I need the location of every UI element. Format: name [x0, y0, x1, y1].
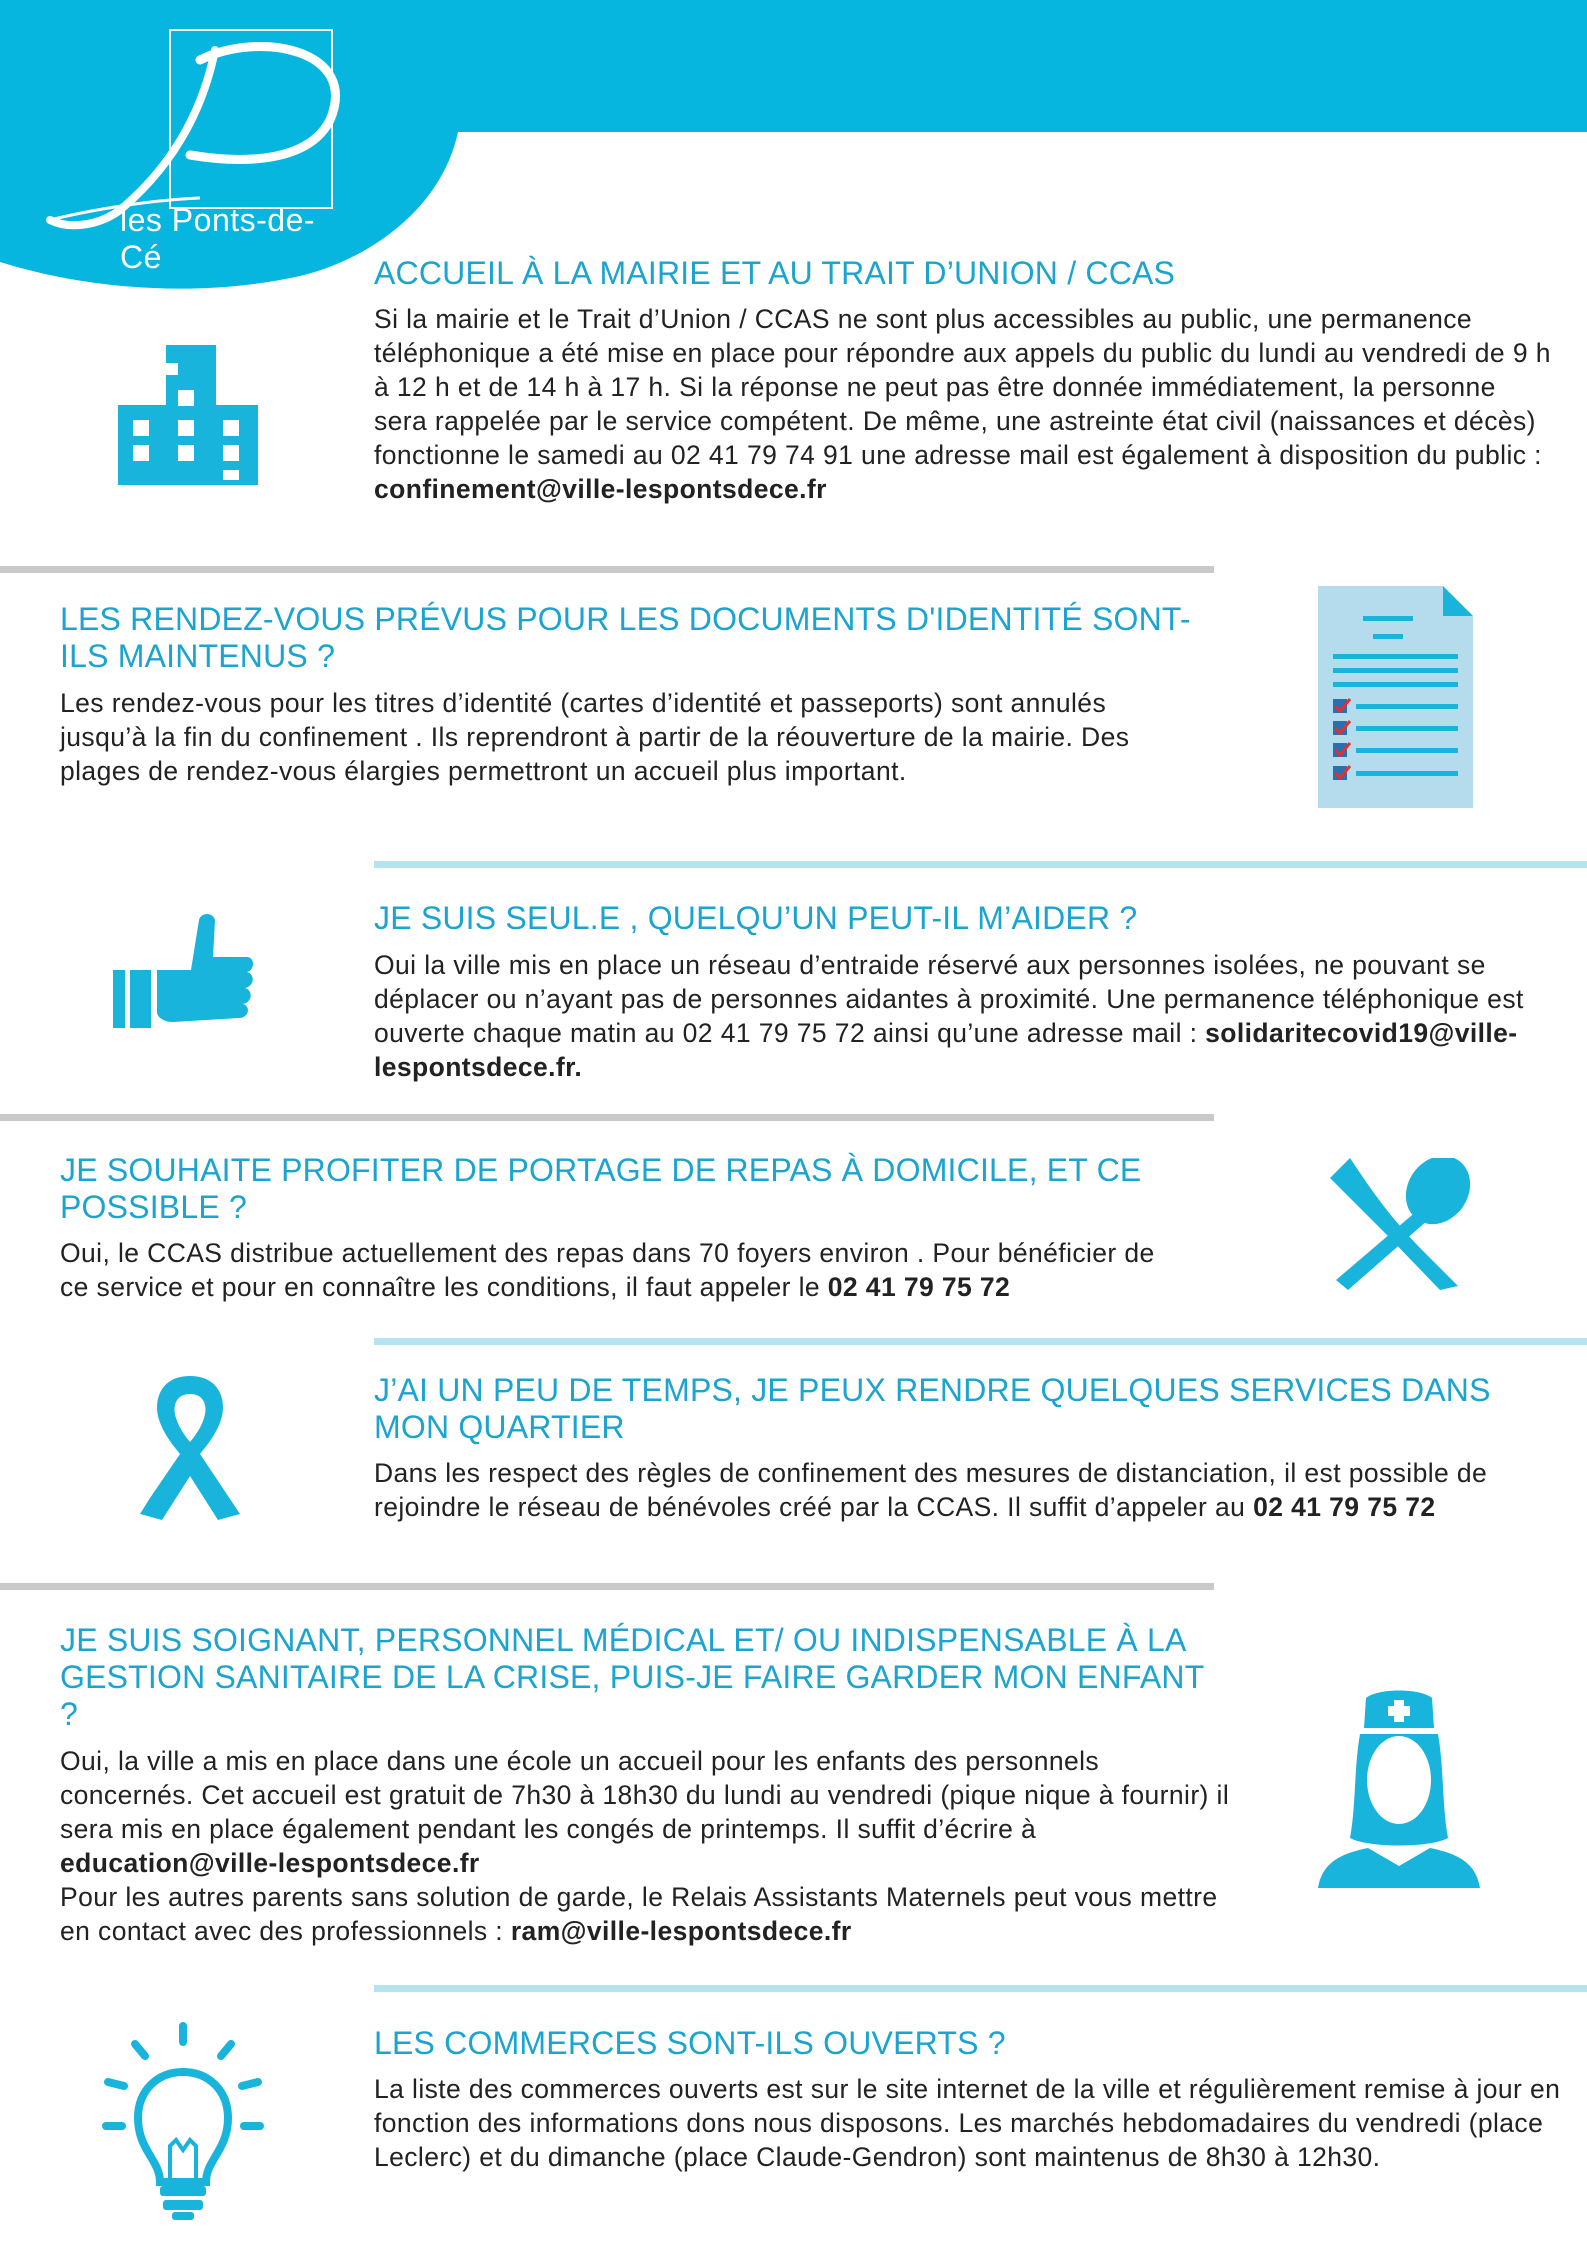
section-title: ACCUEIL À LA MAIRIE ET AU TRAIT D’UNION / CCAS [374, 255, 1176, 291]
section-body: La liste des commerces ouverts est sur le site internet de la ville et régulièrement remise à jour en fonction des informations dons nous disposons. Les marchés hebdomadaires du vendredi (place Leclerc) et du dimanche (place Claude-Gendron) sont maintenus de 8h30 à 12h30. [374, 2074, 1561, 2172]
section-title: JE SOUHAITE PROFITER DE PORTAGE DE REPAS À DOMICILE, ET CE POSSIBLE ? [60, 1152, 1142, 1225]
section-divider [0, 1583, 1214, 1590]
building-icon [118, 345, 258, 485]
section-title: LES COMMERCES SONT-ILS OUVERTS ? [374, 2025, 1006, 2061]
section-divider [0, 566, 1214, 573]
section-title: J’AI UN PEU DE TEMPS, JE PEUX RENDRE QUELQUES SERVICES DANS MON QUARTIER [374, 1372, 1491, 1445]
section-body: Les rendez-vous pour les titres d’identité (cartes d’identité et passeports) sont annulés jusqu’à la fin du confinement . Ils reprendront à partir de la réouverture de la mairie. Des plages de rendez-vous élargies permettront un accueil plus important. [60, 688, 1130, 786]
email-link[interactable]: education@ville-lespontsdece.fr [60, 1848, 480, 1878]
knife-spoon-icon [1330, 1158, 1470, 1290]
email-link[interactable]: ram@ville-lespontsdece.fr [510, 1916, 852, 1946]
logo-mark [30, 20, 350, 230]
section-title: LES RENDEZ-VOUS PRÉVUS POUR LES DOCUMENTS D'IDENTITÉ SONT-ILS MAINTENUS ? [60, 601, 1191, 674]
section-divider [374, 1338, 1587, 1345]
section-body: Oui la ville mis en place un réseau d’entraide réservé aux personnes isolées, ne pouvant se déplacer ou n’ayant pas de personnes aidantes à proximité. Une permanence téléphonique est ouverte chaque matin au 02 41 79 75 72 ainsi qu’une adresse mail : solidaritecovid19@ville-lespontsdece.fr. [374, 950, 1524, 1082]
nurse-icon [1318, 1688, 1480, 1888]
section-body: Oui, la ville a mis en place dans une école un accueil pour les enfants des personnels concernés. Cet accueil est gratuit de 7h30 à 18h30 du lundi au vendredi (pique nique à fournir) il sera mis en place également pendant les congés de printemps. Il suffit d’écrire à education@ville-lespontsdece.fr Pour les autres parents sans solution de garde, le Relais Assistants Maternels peut vous mettre en contact avec des professionnels : ram@ville-lespontsdece.fr [60, 1746, 1230, 1946]
lightbulb-icon [100, 2022, 266, 2222]
section-title: JE SUIS SOIGNANT, PERSONNEL MÉDICAL ET/ OU INDISPENSABLE À LA GESTION SANITAIRE DE LA CRISE, PUIS-JE FAIRE GARDER MON ENFANT ? [60, 1622, 1204, 1732]
logo-text: les Ponts-de-Cé [120, 202, 316, 275]
email-link[interactable]: solidaritecovid19@ville-lespontsdece.fr. [374, 1018, 1518, 1082]
section-title: JE SUIS SEUL.E , QUELQU’UN PEUT-IL M’AIDER ? [374, 900, 1138, 936]
city-logo [30, 20, 350, 275]
section-divider [374, 1985, 1587, 1992]
email-link[interactable]: confinement@ville-lespontsdece.fr [374, 474, 827, 504]
document-checklist-icon [1318, 586, 1473, 808]
thumbs-up-icon [113, 912, 255, 1028]
section-body: Oui, le CCAS distribue actuellement des repas dans 70 foyers environ . Pour bénéficier de ce service et pour en connaître les conditions, il faut appeler le 02 41 79 75 72 [60, 1238, 1155, 1302]
section-body: Dans les respect des règles de confinement des mesures de distanciation, il est possible de rejoindre le réseau de bénévoles créé par la CCAS. Il suffit d’appeler au 02 41 79 75 72 [374, 1458, 1488, 1522]
ribbon-icon [140, 1370, 240, 1520]
phone-number: 02 41 79 75 72 [1253, 1492, 1436, 1522]
phone-number: 02 41 79 75 72 [827, 1272, 1011, 1302]
section-body: Si la mairie et le Trait d’Union / CCAS ne sont plus accessibles au public, une permanence téléphonique a été mise en place pour répondre aux appels du public du lundi au vendredi de 9 h à 12 h et de 14 h à 17 h. Si la réponse ne peut pas être donnée immédiatement, la personne sera rappelée par le service compétent. De même, une astreinte état civil (naissances et décès) fonctionne le samedi au 02 41 79 74 91 une adresse mail est également à disposition du public : confinement@ville-lespontsdece.fr [374, 304, 1551, 504]
section-divider [0, 1114, 1214, 1121]
section-divider [374, 861, 1587, 868]
